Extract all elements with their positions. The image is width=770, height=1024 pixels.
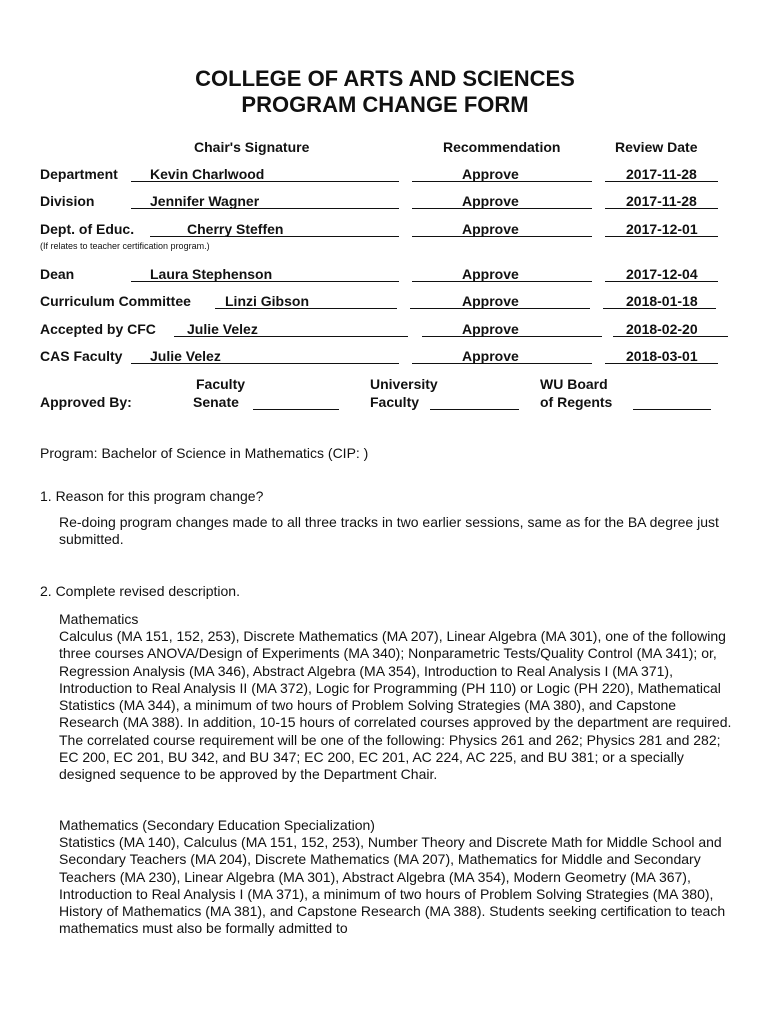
mathematics-track-description: Calculus (MA 151, 152, 253), Discrete Mathematics (MA 207), Linear Algebra (MA 301), one of the following three courses ANOVA/Design of Experiments (MA 340); Nonparametric Tests/Quality Control (MA 341); or, Regression Analysis (MA 346), Abstract Algebra (MA 354), Introduction to Real Analysis I (MA 371), Introduction to Real Analysis II (MA 372), Logic for Programming (PH 110) or Logic (PH 220), Mathematical Statistics (MA 344), a minimum of two hours of Problem Solving Strategies (MA 380), and Capstone Research (MA 388). In addition, 10-15 hours of correlated courses approved by the department are required. The correlated course requirement will be one of the following: Physics 261 and 262; Physics 281 and 282; EC 200, EC 201, BU 342, and BU 347; EC 200, EC 201, AC 224, AC 225, and BU 381; or a specially designed sequence to be approved by the Department Chair. — [59, 628, 732, 783]
recommendation-dean: Approve — [462, 266, 519, 282]
signature-name-accepted-by-cfc: Julie Velez — [187, 321, 258, 337]
wu-board-line — [633, 409, 711, 410]
secondary-education-track-title: Mathematics (Secondary Education Specialization) — [59, 817, 375, 833]
signature-name-dept-educ: Cherry Steffen — [187, 221, 284, 237]
row-label-curriculum-committee: Curriculum Committee — [40, 293, 191, 309]
review-date-dept-educ: 2017-12-01 — [626, 221, 698, 237]
signature-name-division: Jennifer Wagner — [150, 193, 260, 209]
signature-name-curriculum-committee: Linzi Gibson — [225, 293, 309, 309]
question-2: 2. Complete revised description. — [40, 583, 240, 599]
signature-name-dean: Laura Stephenson — [150, 266, 273, 282]
approved-by-label: Approved By: — [40, 394, 132, 410]
form-title-line2: PROGRAM CHANGE FORM — [241, 92, 529, 117]
row-label-dean: Dean — [40, 266, 75, 282]
mathematics-track-title: Mathematics — [59, 611, 139, 627]
signature-name-department: Kevin Charlwood — [150, 166, 265, 182]
review-date-cas-faculty: 2018-03-01 — [626, 348, 698, 364]
review-date-division: 2017-11-28 — [626, 193, 697, 209]
review-date-curriculum-committee: 2018-01-18 — [626, 293, 698, 309]
signature-name-cas-faculty: Julie Velez — [150, 348, 221, 364]
teacher-certification-note: (If relates to teacher certification program.) — [40, 241, 210, 251]
secondary-education-track-description: Statistics (MA 140), Calculus (MA 151, 152, 253), Number Theory and Discrete Math for Middle School and Secondary Teachers (MA 204), Discrete Mathematics (MA 207), Mathematics for Middle and Secondary Teachers (MA 230), Linear Algebra (MA 301), Abstract Algebra (MA 354), Modern Geometry (MA 367), Introduction to Real Analysis I (MA 371), a minimum of two hours of Problem Solving Strategies (MA 380), History of Mathematics (MA 381), and Capstone Research (MA 388). Students seeking certification to teach mathematics must also be formally admitted to — [59, 834, 726, 937]
row-label-accepted-by-cfc: Accepted by CFC — [40, 321, 156, 337]
program-line: Program: Bachelor of Science in Mathematics (CIP: ) — [40, 445, 369, 461]
recommendation-accepted-by-cfc: Approve — [462, 321, 519, 337]
review-date-dean: 2017-12-04 — [626, 266, 698, 282]
wu-board-label-1: WU Board — [540, 376, 608, 392]
university-faculty-label-1: University — [370, 376, 438, 392]
recommendation-cas-faculty: Approve — [462, 348, 519, 364]
recommendation-dept-educ: Approve — [462, 221, 519, 237]
header-chairs-signature: Chair's Signature — [194, 139, 310, 155]
recommendation-curriculum-committee: Approve — [462, 293, 519, 309]
row-label-department: Department — [40, 166, 118, 182]
question-1: 1. Reason for this program change? — [40, 488, 264, 504]
recommendation-division: Approve — [462, 193, 519, 209]
form-title-line1: COLLEGE OF ARTS AND SCIENCES — [195, 66, 575, 91]
faculty-senate-label-1: Faculty — [196, 376, 246, 392]
header-review-date: Review Date — [615, 139, 698, 155]
university-faculty-label-2: Faculty — [370, 394, 420, 410]
recommendation-department: Approve — [462, 166, 519, 182]
faculty-senate-line — [253, 409, 339, 410]
answer-1: Re-doing program changes made to all three tracks in two earlier sessions, same as for the BA degree just submitted. — [59, 514, 719, 548]
faculty-senate-label-2: Senate — [193, 394, 239, 410]
row-label-division: Division — [40, 193, 95, 209]
review-date-accepted-by-cfc: 2018-02-20 — [626, 321, 698, 337]
header-recommendation: Recommendation — [443, 139, 561, 155]
university-faculty-line — [430, 409, 519, 410]
wu-board-label-2: of Regents — [540, 394, 613, 410]
row-label-dept-educ: Dept. of Educ. — [40, 221, 135, 237]
row-label-cas-faculty: CAS Faculty — [40, 348, 123, 364]
review-date-department: 2017-11-28 — [626, 166, 697, 182]
